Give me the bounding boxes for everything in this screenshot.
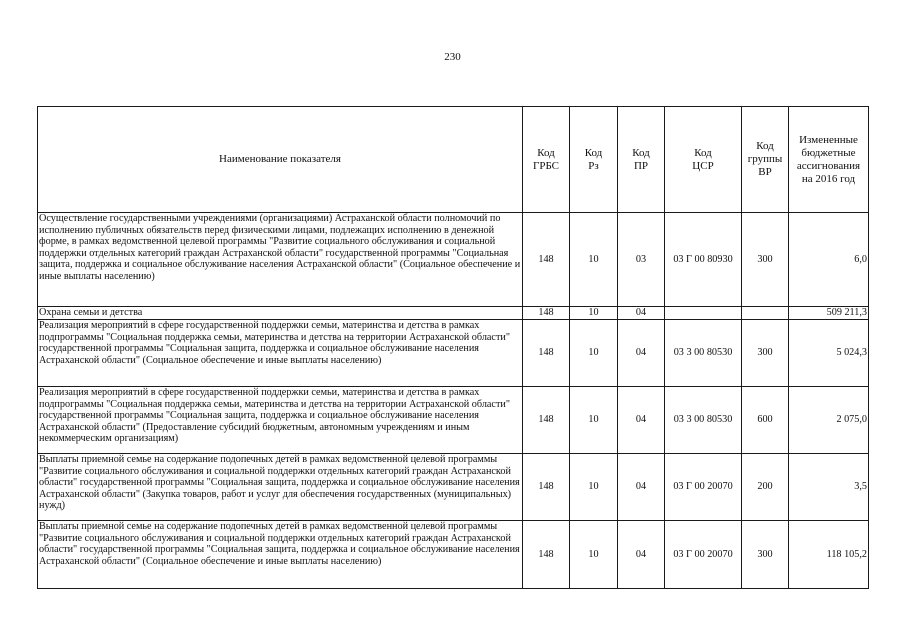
table-row (38, 307, 869, 320)
row-grbs: 148 (523, 307, 570, 320)
row-rz: 10 (570, 454, 618, 521)
header-rz: Код Рз (570, 107, 618, 213)
table-row (38, 387, 869, 454)
table-row (38, 320, 869, 387)
header-amount: Измененные бюджетные ассигнования на 2016 год (789, 107, 869, 213)
row-rz: 10 (570, 320, 618, 387)
row-name: Охрана семьи и детства (38, 307, 523, 320)
row-pr: 04 (618, 387, 665, 454)
row-vr: 600 (742, 387, 789, 454)
row-amount: 2 075,0 (789, 387, 869, 454)
row-grbs: 148 (523, 521, 570, 589)
header-grbs: Код ГРБС (523, 107, 570, 213)
header-row (38, 107, 869, 213)
row-grbs: 148 (523, 387, 570, 454)
row-pr: 03 (618, 213, 665, 307)
budget-table (37, 106, 869, 589)
row-rz: 10 (570, 307, 618, 320)
row-amount: 118 105,2 (789, 521, 869, 589)
row-csr: 03 3 00 80530 (665, 387, 742, 454)
row-vr: 200 (742, 454, 789, 521)
row-vr: 300 (742, 521, 789, 589)
row-name: Выплаты приемной семье на содержание подопечных детей в рамках ведомственной целевой программы "Развитие социального обслуживания и социальной поддержки отдельных категорий граждан Астраханской области" государственной программы "Социальная защита, поддержка и социальное обслуживание населения Астраханской области" (Закупка товаров, работ и услуг для обеспечения государственных (муниципальных) нужд) (38, 454, 523, 521)
page-number: 230 (444, 51, 461, 63)
header-pr: Код ПР (618, 107, 665, 213)
row-csr: 03 Г 00 20070 (665, 454, 742, 521)
row-grbs: 148 (523, 454, 570, 521)
row-rz: 10 (570, 213, 618, 307)
row-name: Выплаты приемной семье на содержание подопечных детей в рамках ведомственной целевой программы "Развитие социального обслуживания и социальной поддержки отдельных категорий граждан Астраханской области" государственной программы "Социальная защита, поддержка и социальное обслуживание населения Астраханской области" (Социальное обеспечение и иные выплаты населению) (38, 521, 523, 589)
row-csr: 03 Г 00 80930 (665, 213, 742, 307)
row-csr: 03 Г 00 20070 (665, 521, 742, 589)
row-rz: 10 (570, 387, 618, 454)
row-pr: 04 (618, 454, 665, 521)
row-amount: 5 024,3 (789, 320, 869, 387)
row-amount: 6,0 (789, 213, 869, 307)
row-vr (742, 307, 789, 320)
row-vr: 300 (742, 213, 789, 307)
table-row (38, 521, 869, 589)
row-name: Реализация мероприятий в сфере государственной поддержки семьи, материнства и детства в рамках подпрограммы "Социальная поддержка семьи, материнства и детства на территории Астраханской области" государственной программы "Социальная защита, поддержка и социальное обслуживание населения Астраханской области" (Предоставление субсидий бюджетным, автономным учреждениям и иным некоммерческим организациям) (38, 387, 523, 454)
row-grbs: 148 (523, 320, 570, 387)
row-rz: 10 (570, 521, 618, 589)
row-pr: 04 (618, 320, 665, 387)
header-name: Наименование показателя (38, 107, 523, 213)
table-row (38, 454, 869, 521)
row-csr: 03 3 00 80530 (665, 320, 742, 387)
row-grbs: 148 (523, 213, 570, 307)
row-name: Реализация мероприятий в сфере государственной поддержки семьи, материнства и детства в рамках подпрограммы "Социальная поддержка семьи, материнства и детства на территории Астраханской области" государственной программы "Социальная защита, поддержка и социальное обслуживание населения Астраханской области" (Социальное обеспечение и иные выплаты населению) (38, 320, 523, 387)
table-row (38, 213, 869, 307)
row-vr: 300 (742, 320, 789, 387)
header-vr: Код группы ВР (742, 107, 789, 213)
row-pr: 04 (618, 307, 665, 320)
row-name: Осуществление государственными учреждениями (организациями) Астраханской области полномочий по исполнению публичных обязательств перед физическими лицами, подлежащих исполнению в денежной форме, в рамках ведомственной целевой программы "Развитие социального обслуживания и социальной поддержки отдельных категорий граждан Астраханской области" государственной программы "Социальная защита, поддержка и социальное обслуживание населения Астраханской области" (Социальное обеспечение и иные выплаты населению) (38, 213, 523, 307)
row-amount: 509 211,3 (789, 307, 869, 320)
row-amount: 3,5 (789, 454, 869, 521)
header-csr: Код ЦСР (665, 107, 742, 213)
row-pr: 04 (618, 521, 665, 589)
row-csr (665, 307, 742, 320)
